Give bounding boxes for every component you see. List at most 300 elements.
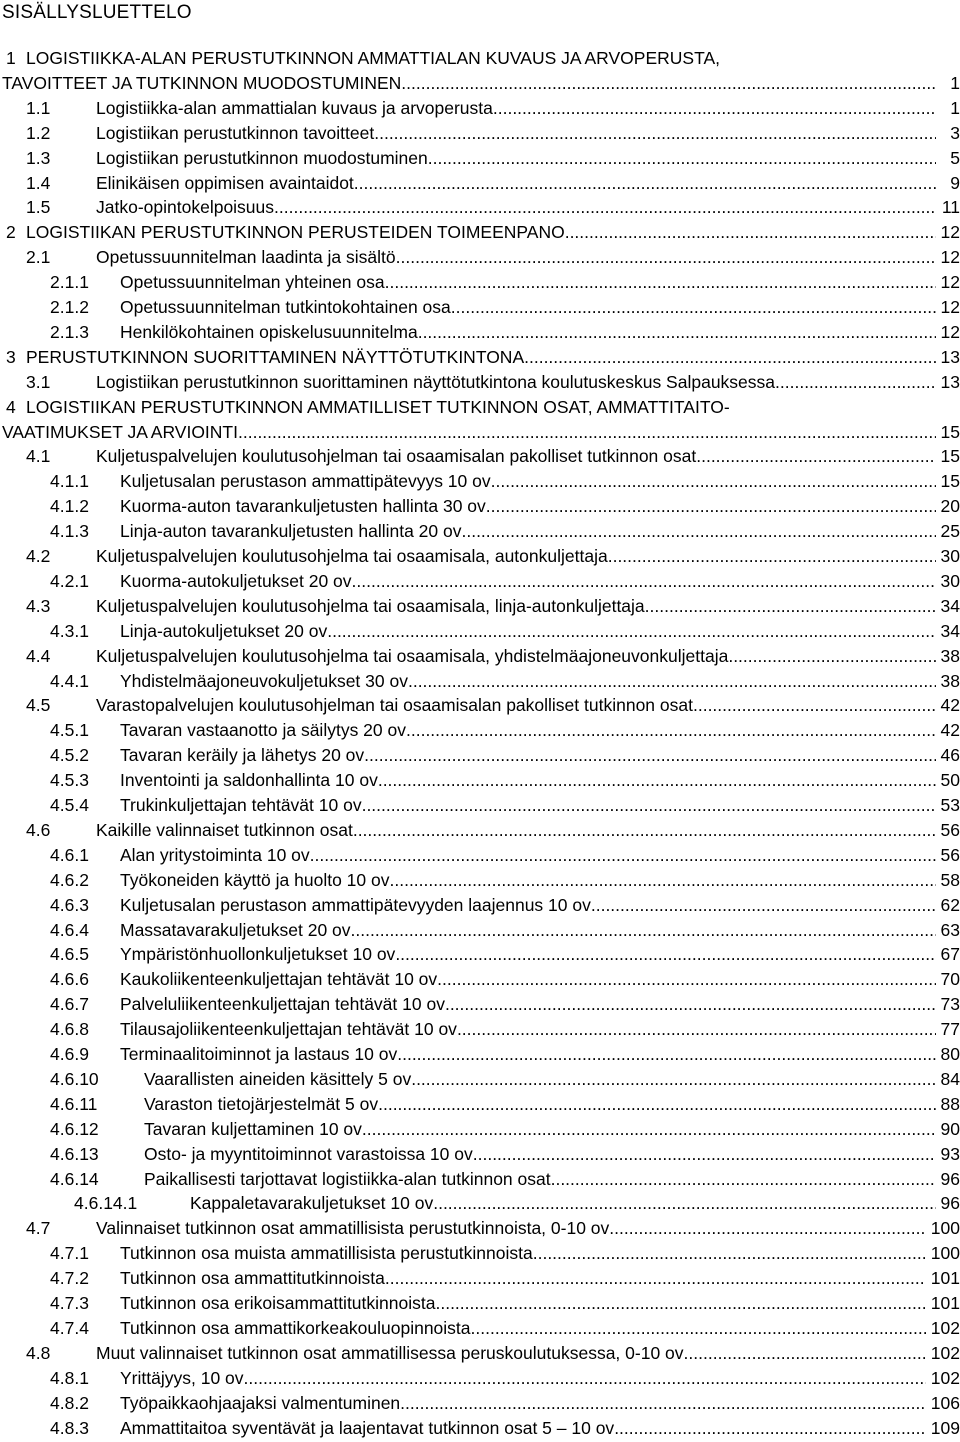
toc-entry-number: 2.1.3 bbox=[50, 321, 89, 342]
toc-entry-leader-line bbox=[96, 644, 936, 669]
toc-entry bbox=[0, 171, 960, 196]
toc-entry-title: Kuljetusalan perustason ammattipätevyyden laajennus 10 ov bbox=[120, 894, 591, 915]
dot-leader bbox=[385, 1266, 926, 1291]
toc-entry-page: 38 bbox=[940, 645, 960, 666]
toc-entry-title: Kaikille valinnaiset tutkinnon osat bbox=[96, 819, 353, 840]
toc-entry-title: Työkoneiden käyttö ja huolto 10 ov bbox=[120, 869, 390, 890]
toc-entry-title: Palveluliikenteenkuljettajan tehtävät 10 ov bbox=[120, 994, 445, 1015]
toc-entry bbox=[0, 320, 960, 345]
toc-entry-page: 50 bbox=[940, 770, 960, 791]
dot-leader bbox=[614, 1416, 926, 1441]
toc-entry-title: Varaston tietojärjestelmät 5 ov bbox=[144, 1093, 379, 1114]
toc-entry bbox=[0, 1241, 960, 1266]
toc-entry-number: 4.6.1 bbox=[50, 844, 89, 865]
toc-entry-page: 96 bbox=[940, 1168, 960, 1189]
toc-entry-leader-line bbox=[2, 71, 936, 96]
toc-entry-number: 1.3 bbox=[26, 147, 51, 168]
toc-entry-leader-line bbox=[120, 669, 936, 694]
toc-entry-leader-line bbox=[96, 171, 936, 196]
toc-entry-page: 42 bbox=[940, 720, 960, 741]
dot-leader bbox=[352, 569, 936, 594]
dot-leader bbox=[684, 1341, 926, 1366]
toc-entry-leader-line bbox=[120, 1416, 926, 1441]
toc-entry-number: 4.3 bbox=[26, 595, 51, 616]
toc-entry-leader-line bbox=[120, 270, 936, 295]
toc-entry-title: Terminaalitoiminnot ja lastaus 10 ov bbox=[120, 1044, 398, 1064]
toc-entry-number: 2.1.1 bbox=[50, 272, 89, 293]
toc-entry-page: 42 bbox=[940, 695, 960, 716]
toc-entry-page: 96 bbox=[940, 1193, 960, 1214]
toc-entry bbox=[0, 868, 960, 893]
toc-entry-page: 56 bbox=[940, 844, 960, 865]
toc-entry-number: 4.4.1 bbox=[50, 670, 89, 691]
toc-entry-title-continued: VAATIMUKSET JA ARVIOINTI bbox=[2, 421, 238, 442]
dot-leader bbox=[433, 1191, 936, 1216]
toc-entry-page: 30 bbox=[940, 570, 960, 591]
toc-entry-title: Paikallisesti tarjottavat logistiikka-alan tutkinnon osat bbox=[144, 1168, 551, 1189]
toc-entry-page: 12 bbox=[940, 247, 960, 268]
dot-leader bbox=[378, 768, 936, 793]
toc-entry-number: 4.6.5 bbox=[50, 944, 89, 965]
toc-entry bbox=[0, 96, 960, 121]
toc-entry-number: 4.4 bbox=[26, 645, 51, 666]
dot-leader bbox=[491, 469, 936, 494]
toc-entry-leader-line bbox=[96, 195, 936, 220]
toc-entry-leader-line bbox=[120, 1316, 926, 1341]
toc-entry-title: Yhdistelmäajoneuvokuljetukset 30 ov bbox=[120, 670, 408, 691]
toc-entry-title: Logistiikan perustutkinnon muodostuminen bbox=[96, 147, 428, 168]
toc-entry bbox=[0, 743, 960, 768]
dot-leader bbox=[551, 1167, 936, 1192]
toc-entry-leader-line bbox=[120, 569, 936, 594]
toc-entry-title: Varastopalvelujen koulutusohjelman tai osaamisalan pakolliset tutkinnon osat bbox=[96, 695, 693, 716]
toc-entry bbox=[0, 1117, 960, 1142]
toc-entry bbox=[0, 893, 960, 918]
dot-leader bbox=[435, 1291, 926, 1316]
toc-entry-title: Kappaletavarakuljetukset 10 ov bbox=[190, 1193, 434, 1214]
toc-entry-title: Tutkinnon osa ammattitutkinnoista bbox=[120, 1268, 385, 1289]
toc-entry bbox=[0, 594, 960, 619]
toc-entry-page: 100 bbox=[930, 1243, 960, 1264]
toc-entry bbox=[0, 1017, 960, 1042]
toc-entry bbox=[0, 1266, 960, 1291]
toc-entry-page: 102 bbox=[930, 1317, 960, 1338]
toc-entry-title: Kuljetuspalvelujen koulutusohjelman tai osaamisalan pakolliset tutkinnon osat bbox=[96, 446, 697, 467]
toc-entry-number: 4.7.2 bbox=[50, 1268, 89, 1289]
toc-entry-title: Kuljetuspalvelujen koulutusohjelma tai osaamisala, yhdistelmäajoneuvonkuljettaja bbox=[96, 645, 729, 666]
toc-entry bbox=[0, 1291, 960, 1316]
toc-entry-leader-line bbox=[120, 893, 936, 918]
toc-entry-page: 12 bbox=[940, 297, 960, 317]
toc-entry-leader-line bbox=[96, 444, 936, 469]
toc-entry-leader-line bbox=[120, 494, 936, 519]
toc-entry bbox=[0, 444, 960, 469]
dot-leader bbox=[565, 220, 936, 245]
toc-entry-number: 4.6.6 bbox=[50, 969, 89, 990]
toc-entry-title: Henkilökohtainen opiskelusuunnitelma bbox=[120, 321, 418, 342]
dot-leader bbox=[327, 619, 936, 644]
toc-entry-title: Kuljetuspalvelujen koulutusohjelma tai osaamisala, autonkuljettaja bbox=[96, 546, 608, 566]
toc-entry-page: 12 bbox=[940, 321, 960, 342]
toc-entry bbox=[0, 942, 960, 967]
dot-leader bbox=[609, 1216, 926, 1241]
toc-entry-number: 4.1.1 bbox=[50, 471, 89, 492]
toc-entry bbox=[0, 693, 960, 718]
toc-entry-title: Työpaikkaohjaajaksi valmentuminen bbox=[120, 1392, 401, 1413]
toc-entry-number: 4.6.2 bbox=[50, 869, 89, 890]
toc-entry-title: Ympäristönhuollonkuljetukset 10 ov bbox=[120, 944, 396, 965]
toc-entry bbox=[0, 370, 960, 395]
toc-entry-title: Tutkinnon osa ammattikorkeakouluopinnoista bbox=[120, 1317, 471, 1338]
toc-entry-title: Tavaran vastaanotto ja säilytys 20 ov bbox=[120, 720, 406, 741]
toc-entry bbox=[0, 1191, 960, 1216]
dot-leader bbox=[310, 843, 936, 868]
toc-entry-number: 4.6.14 bbox=[50, 1168, 99, 1189]
toc-entry-number: 4.2 bbox=[26, 546, 51, 566]
toc-entry-page: 11 bbox=[941, 197, 960, 218]
toc-entry-title-line bbox=[26, 395, 960, 420]
toc-entry-leader-line bbox=[96, 245, 936, 270]
toc-entry-page: 84 bbox=[940, 1068, 960, 1089]
toc-entry-title: Kuljetuspalvelujen koulutusohjelma tai osaamisala, linja-autonkuljettaja bbox=[96, 595, 645, 616]
toc-entry-page: 34 bbox=[940, 620, 960, 641]
dot-leader bbox=[400, 1391, 926, 1416]
toc-entry-leader-line bbox=[2, 420, 936, 445]
toc-entry-title: LOGISTIIKAN PERUSTUTKINNON PERUSTEIDEN TOIMEENPANO bbox=[26, 222, 565, 243]
dot-leader bbox=[486, 494, 936, 519]
toc-entry bbox=[0, 345, 960, 370]
toc-entry-page: 58 bbox=[940, 869, 960, 890]
toc-entry bbox=[0, 1142, 960, 1167]
toc-entry-number: 4.8.2 bbox=[50, 1392, 89, 1413]
toc-entry-number: 3.1 bbox=[26, 371, 51, 392]
toc-entry-page: 13 bbox=[940, 346, 960, 367]
toc-entry-title: Vaarallisten aineiden käsittely 5 ov bbox=[144, 1068, 412, 1089]
toc-entry-page: 53 bbox=[940, 795, 960, 815]
toc-entry-number: 4.5.3 bbox=[50, 770, 89, 791]
toc-entry-leader-line bbox=[120, 843, 936, 868]
toc-entry-page: 56 bbox=[940, 819, 960, 840]
dot-leader bbox=[437, 967, 936, 992]
toc-entry bbox=[0, 1391, 960, 1416]
toc-entry-page: 93 bbox=[940, 1143, 960, 1164]
toc-entry bbox=[0, 669, 960, 694]
toc-entry-page: 34 bbox=[940, 595, 960, 616]
dot-leader bbox=[461, 519, 936, 544]
dot-leader bbox=[457, 1017, 936, 1042]
toc-entry-page: 1 bbox=[950, 72, 960, 93]
toc-entry-title: Inventointi ja saldonhallinta 10 ov bbox=[120, 770, 378, 791]
dot-leader bbox=[374, 121, 936, 146]
toc-entry-page: 70 bbox=[940, 969, 960, 990]
dot-leader bbox=[591, 893, 936, 918]
toc-entry bbox=[0, 843, 960, 868]
toc-entry-page: 3 bbox=[950, 122, 960, 143]
toc-entry-title: Tavaran kuljettaminen 10 ov bbox=[144, 1118, 362, 1139]
toc-entry-leader-line bbox=[144, 1092, 936, 1117]
toc-entry bbox=[0, 1092, 960, 1117]
dot-leader bbox=[645, 594, 936, 619]
toc-entry-leader-line bbox=[120, 295, 936, 320]
toc-entry bbox=[0, 121, 960, 146]
toc-entry-leader-line bbox=[120, 1042, 936, 1067]
dot-leader bbox=[775, 370, 936, 395]
toc-entry-number: 4.6.7 bbox=[50, 994, 89, 1015]
toc-entry-title: Linja-autokuljetukset 20 ov bbox=[120, 620, 328, 641]
toc-entry-title: Kuorma-autokuljetukset 20 ov bbox=[120, 570, 352, 591]
toc-entry bbox=[0, 1216, 960, 1241]
toc-entry-number: 1.1 bbox=[26, 97, 51, 118]
toc-entry bbox=[0, 295, 960, 320]
toc-entry bbox=[0, 1341, 960, 1366]
toc-entry bbox=[0, 1316, 960, 1341]
toc-entry-leader-line bbox=[144, 1067, 936, 1092]
toc-entry-number: 4.5 bbox=[26, 695, 51, 716]
dot-leader bbox=[418, 320, 936, 345]
dot-leader bbox=[390, 868, 937, 893]
toc-entry-number: 2.1 bbox=[26, 247, 51, 268]
toc-entry-leader-line bbox=[96, 693, 936, 718]
toc-entry-leader-line bbox=[96, 818, 936, 843]
toc-entry-number: 4.6.8 bbox=[50, 1019, 89, 1040]
toc-entry bbox=[0, 644, 960, 669]
toc-entry-number: 4.6.10 bbox=[50, 1068, 99, 1089]
toc-entry bbox=[0, 1042, 960, 1067]
toc-entry-leader-line bbox=[96, 544, 936, 569]
toc-entry-page: 63 bbox=[940, 919, 960, 940]
dot-leader bbox=[238, 420, 936, 445]
toc-entry bbox=[0, 469, 960, 494]
toc-entry-leader-line bbox=[26, 220, 936, 245]
dot-leader bbox=[351, 918, 936, 943]
toc-entry bbox=[0, 967, 960, 992]
toc-entry-page: 25 bbox=[940, 521, 960, 542]
toc-entry-leader-line bbox=[120, 942, 936, 967]
dot-leader bbox=[411, 1067, 936, 1092]
dot-leader bbox=[396, 245, 936, 270]
toc-entry-number: 4.8.3 bbox=[50, 1417, 89, 1438]
toc-entry-page: 12 bbox=[940, 222, 960, 243]
toc-entry-leader-line bbox=[96, 594, 936, 619]
dot-leader bbox=[533, 1241, 926, 1266]
toc-entry-leader-line bbox=[144, 1117, 936, 1142]
toc-entry-page: 102 bbox=[930, 1342, 960, 1363]
toc-entry-number: 4.8 bbox=[26, 1342, 51, 1363]
toc-entry-leader-line bbox=[120, 320, 936, 345]
toc-entry-leader-line bbox=[120, 793, 936, 818]
toc-entry-page: 102 bbox=[930, 1367, 960, 1388]
toc-entry-leader-line bbox=[120, 619, 936, 644]
toc-entry bbox=[0, 494, 960, 519]
dot-leader bbox=[406, 718, 936, 743]
toc-entry-number: 4.6.13 bbox=[50, 1143, 99, 1164]
toc-entry-leader-line bbox=[120, 519, 936, 544]
toc-entry-number: 4.6.11 bbox=[50, 1093, 98, 1114]
toc-entry bbox=[0, 519, 960, 544]
dot-leader bbox=[378, 1092, 936, 1117]
toc-entry-number: 4.6.14.1 bbox=[74, 1193, 138, 1214]
page-title: SISÄLLYSLUETTELO bbox=[2, 2, 192, 23]
toc-entry-title: Jatko-opintokelpoisuus bbox=[96, 197, 275, 218]
toc-entry-leader-line bbox=[120, 1017, 936, 1042]
toc-entry-page: 30 bbox=[940, 546, 960, 566]
toc-entry-title: Opetussuunnitelman tutkintokohtainen osa bbox=[120, 297, 451, 317]
toc-entry bbox=[0, 1416, 960, 1441]
dot-leader bbox=[395, 942, 936, 967]
dot-leader bbox=[408, 669, 936, 694]
toc-entry-leader-line bbox=[120, 967, 936, 992]
toc-entry-number: 1.4 bbox=[26, 172, 51, 193]
toc-entry-number: 4.5.1 bbox=[50, 720, 89, 741]
toc-entry bbox=[0, 818, 960, 843]
toc-entry bbox=[0, 793, 960, 818]
toc-entry-continuation bbox=[0, 420, 960, 445]
toc-entry-title: Kuljetusalan perustason ammattipätevyys 10 ov bbox=[120, 471, 491, 492]
dot-leader bbox=[428, 146, 936, 171]
toc-entry-page: 100 bbox=[930, 1218, 960, 1239]
toc-entry-number: 4.6.12 bbox=[50, 1118, 99, 1139]
toc-entry-title: Logistiikan perustutkinnon suorittaminen näyttötutkintona koulutuskeskus Salpauksessa bbox=[96, 371, 776, 392]
toc-entry-leader-line bbox=[144, 1142, 936, 1167]
toc-entry bbox=[0, 1067, 960, 1092]
toc-entry-page: 5 bbox=[950, 147, 960, 168]
dot-leader bbox=[354, 171, 936, 196]
toc-entry-leader-line bbox=[120, 1241, 926, 1266]
toc-entry-number: 4.6.9 bbox=[50, 1044, 89, 1064]
toc-entry-title: Opetussuunnitelman laadinta ja sisältö bbox=[96, 247, 396, 268]
toc-entry-title: Trukinkuljettajan tehtävät 10 ov bbox=[120, 795, 362, 815]
toc-entry-title: Linja-auton tavarankuljetusten hallinta 20 ov bbox=[120, 521, 462, 542]
dot-leader bbox=[362, 1117, 936, 1142]
dot-leader bbox=[728, 644, 936, 669]
toc-entry-page: 1 bbox=[950, 97, 960, 118]
toc-entry-page: 67 bbox=[940, 944, 960, 965]
toc-entry-number: 3 bbox=[6, 346, 16, 367]
dot-leader bbox=[274, 195, 936, 220]
dot-leader bbox=[696, 444, 936, 469]
toc-entry-page: 77 bbox=[940, 1019, 960, 1040]
toc-entry-page: 15 bbox=[940, 446, 960, 467]
toc-entry-title: LOGISTIIKKA-ALAN PERUSTUTKINNON AMMATTIALAN KUVAUS JA ARVOPERUSTA, bbox=[26, 48, 720, 68]
toc-entry-number: 4.7.1 bbox=[50, 1243, 89, 1264]
toc-entry-page: 62 bbox=[940, 894, 960, 915]
toc-entry-leader-line bbox=[120, 743, 936, 768]
toc-entry bbox=[0, 270, 960, 295]
dot-leader bbox=[445, 992, 936, 1017]
toc-entry-number: 4.7.3 bbox=[50, 1293, 89, 1313]
dot-leader bbox=[451, 295, 936, 320]
dot-leader bbox=[244, 1366, 926, 1391]
dot-leader bbox=[473, 1142, 936, 1167]
toc-entry bbox=[0, 395, 960, 420]
toc-entry-title: Tutkinnon osa erikoisammattitutkinnoista bbox=[120, 1293, 436, 1313]
toc-entry-number: 4.5.4 bbox=[50, 795, 89, 815]
toc-entry-number: 4.2.1 bbox=[50, 570, 89, 591]
toc-entry-title: Opetussuunnitelman yhteinen osa bbox=[120, 272, 385, 293]
toc-entry-title: Tutkinnon osa muista ammatillisista perustutkinnoista bbox=[120, 1243, 533, 1264]
dot-leader bbox=[401, 71, 936, 96]
toc-entry-number: 4.8.1 bbox=[50, 1367, 89, 1388]
toc-entry-leader-line bbox=[26, 345, 936, 370]
toc-entry-number: 4.1.2 bbox=[50, 496, 89, 517]
dot-leader bbox=[353, 818, 936, 843]
toc-entry bbox=[0, 195, 960, 220]
toc-entry-leader-line bbox=[144, 1167, 936, 1192]
dot-leader bbox=[608, 544, 936, 569]
toc-entry bbox=[0, 544, 960, 569]
toc-entry-leader-line bbox=[96, 146, 936, 171]
toc-entry-leader-line bbox=[120, 1266, 926, 1291]
toc-entry-leader-line bbox=[120, 1291, 926, 1316]
toc-entry-number: 4.1.3 bbox=[50, 521, 89, 542]
toc-entry-title: Ammattitaitoa syventävät ja laajentavat tutkinnon osat 5 – 10 ov bbox=[120, 1417, 615, 1438]
toc-entry-leader-line bbox=[120, 718, 936, 743]
toc-entry-title-continued: TAVOITTEET JA TUTKINNON MUODOSTUMINEN bbox=[2, 72, 402, 93]
toc-entry-page: 9 bbox=[950, 172, 960, 193]
toc-entry bbox=[0, 146, 960, 171]
toc-entry bbox=[0, 46, 960, 71]
toc-entry-title: Valinnaiset tutkinnon osat ammatillisista perustutkinnoista, 0-10 ov bbox=[96, 1218, 610, 1239]
toc-entry bbox=[0, 1167, 960, 1192]
toc-entry-title: Yrittäjyys, 10 ov bbox=[120, 1367, 244, 1388]
toc-entry-leader-line bbox=[96, 1216, 926, 1241]
toc-entry-number: 4.7 bbox=[26, 1218, 51, 1239]
toc-entry-page: 109 bbox=[930, 1417, 960, 1438]
toc-entry-leader-line bbox=[96, 370, 936, 395]
dot-leader bbox=[364, 743, 936, 768]
toc-entry-title: Logistiikka-alan ammattialan kuvaus ja arvoperusta bbox=[96, 97, 493, 118]
toc-entry-title: Logistiikan perustutkinnon tavoitteet bbox=[96, 122, 375, 143]
toc-entry-title: Muut valinnaiset tutkinnon osat ammatillisessa peruskoulutuksessa, 0-10 ov bbox=[96, 1342, 684, 1363]
toc-entry-leader-line bbox=[96, 1341, 926, 1366]
toc-entry-number: 4.7.4 bbox=[50, 1317, 89, 1338]
toc-entry bbox=[0, 918, 960, 943]
toc-entry bbox=[0, 768, 960, 793]
toc-entry-number: 4.6.3 bbox=[50, 894, 89, 915]
toc-entry-number: 1.5 bbox=[26, 197, 51, 218]
toc-entry-leader-line bbox=[120, 868, 936, 893]
dot-leader bbox=[493, 96, 936, 121]
toc-entry-title: Osto- ja myyntitoiminnot varastoissa 10 ov bbox=[144, 1143, 473, 1164]
toc-entry bbox=[0, 569, 960, 594]
toc-entry-leader-line bbox=[190, 1191, 936, 1216]
toc-entry-title-line bbox=[26, 46, 960, 71]
toc-entry-leader-line bbox=[96, 96, 936, 121]
toc-entry-title: Tilausajoliikenteenkuljettajan tehtävät 10 ov bbox=[120, 1019, 457, 1040]
toc-entry-page: 12 bbox=[940, 272, 960, 293]
toc-entry-number: 4.3.1 bbox=[50, 620, 89, 641]
toc-entry-number: 2 bbox=[6, 222, 16, 243]
toc-entry-page: 20 bbox=[940, 496, 960, 517]
toc-entry-title: Massatavarakuljetukset 20 ov bbox=[120, 919, 351, 940]
toc-entry-leader-line bbox=[120, 1366, 926, 1391]
toc-entry-title: Elinikäisen oppimisen avaintaidot bbox=[96, 172, 354, 193]
toc-entry bbox=[0, 1366, 960, 1391]
toc-entry bbox=[0, 619, 960, 644]
toc-entry bbox=[0, 992, 960, 1017]
toc-entry-number: 4.5.2 bbox=[50, 745, 89, 766]
toc-entry-number: 4.6 bbox=[26, 819, 51, 840]
dot-leader bbox=[693, 693, 936, 718]
toc-entry-leader-line bbox=[120, 992, 936, 1017]
toc-entry bbox=[0, 220, 960, 245]
toc-entry-page: 15 bbox=[940, 471, 960, 492]
toc-entry-title: PERUSTUTKINNON SUORITTAMINEN NÄYTTÖTUTKINTONA bbox=[26, 346, 525, 367]
dot-leader bbox=[471, 1316, 926, 1341]
toc-entry-leader-line bbox=[120, 918, 936, 943]
toc-entry-number: 1.2 bbox=[26, 122, 51, 143]
toc-entry-leader-line bbox=[96, 121, 936, 146]
